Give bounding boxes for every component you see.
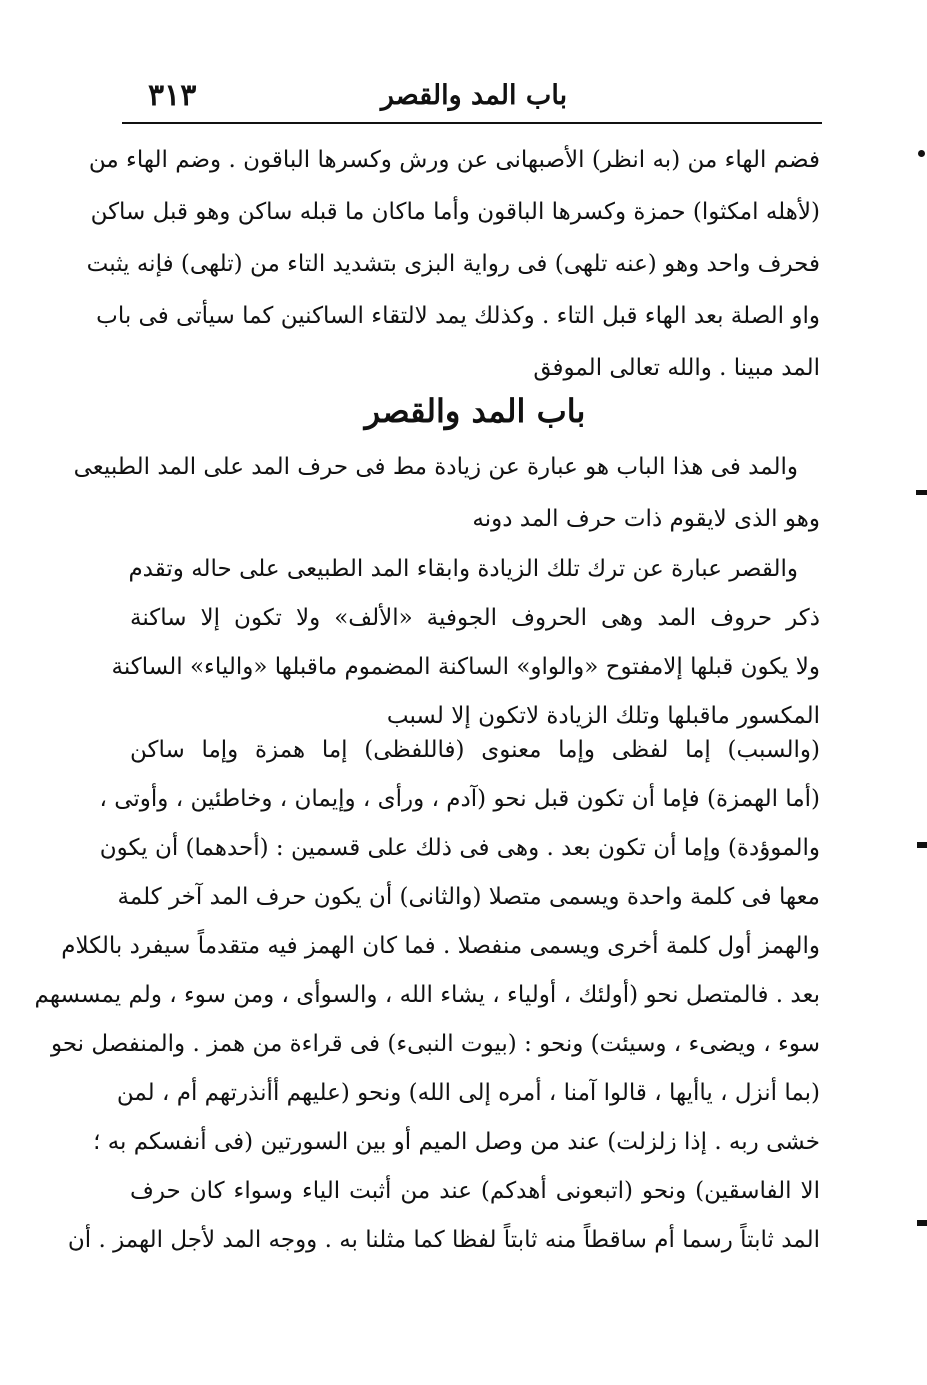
- text-line: سوء ، ويضىء ، وسيئت) ونحو : (بيوت النبىء) فى قراءة من همز . والمنفصل نحو: [50, 1031, 820, 1057]
- text-line: ولا يكون قبلها إلامفتوح «والواو» الساكنة المضموم ماقبلها «والياء» الساكنة: [111, 654, 820, 680]
- text-line: الا الفاسقين) ونحو (اتبعونى أهدكم) عند من أثبت الياء وسواء كان حرف: [130, 1178, 820, 1204]
- section-heading: باب المد والقصر: [364, 392, 586, 430]
- text-line: فحرف واحد وهو (عنه تلهى) فى رواية البزى بتشديد التاء من (تلهى) فإنه يثبت: [86, 251, 820, 277]
- paragraph-madd-definition: [73, 441, 820, 545]
- text-line: المد مبينا . والله تعالى الموفق: [533, 355, 820, 381]
- page-number: ٣١٣: [148, 78, 197, 113]
- paragraph-qasr-definition: [111, 545, 820, 741]
- text-line: وهو الذى لايقوم ذات حرف المد دونه: [472, 506, 820, 532]
- margin-mark: [916, 490, 927, 495]
- margin-mark: [917, 1220, 927, 1226]
- text-line: بعد . فالمتصل نحو (أولئك ، أولياء ، يشاء الله ، والسوأى ، ومن سوء ، ولم يمسسهم: [34, 982, 820, 1008]
- text-line: والموؤدة) وإما أن تكون بعد . وهى فى ذلك على قسمين : (أحدهما) أن يكون: [99, 835, 820, 861]
- paragraph-sabab: [34, 726, 820, 1265]
- text-line: والمد فى هذا الباب هو عبارة عن زيادة مط فى حرف المد على المد الطبيعى: [73, 454, 798, 480]
- text-line: واو الصلة بعد الهاء قبل التاء . وكذلك يمد لالتقاء الساكنين كما سيأتى فى باب: [96, 303, 820, 329]
- text-line: (لأهله امكثوا) حمزة وكسرها الباقون وأما ماكان ما قبله ساكن وهو قبل ساكن: [90, 199, 820, 225]
- paragraph-continuation: [86, 134, 820, 394]
- header-rule: [122, 122, 822, 124]
- margin-mark: [917, 842, 927, 848]
- text-line: والقصر عبارة عن ترك تلك الزيادة وابقاء المد الطبيعى على حاله وتقدم: [128, 556, 798, 582]
- text-line: والهمز أول كلمة أخرى ويسمى منفصلا . فما كان الهمز فيه متقدماً سيفرد بالكلام: [61, 933, 820, 959]
- running-title: باب المد والقصر: [380, 80, 568, 111]
- text-line: (أما الهمزة) فإما أن تكون قبل نحو (آدم ، ورأى ، وإيمان ، وخاطئين ، وأوتى ،: [99, 786, 820, 812]
- running-header: [128, 72, 820, 122]
- margin-mark: [918, 150, 925, 157]
- text-line: (بما أنزل ، ياأيها ، قالوا آمنا ، أمره إلى الله) ونحو (عليهم أأنذرتهم أم ، لمن: [116, 1080, 820, 1106]
- text-line: معها فى كلمة واحدة ويسمى متصلا (والثانى) أن يكون حرف المد آخر كلمة: [117, 884, 820, 910]
- text-line: المكسور ماقبلها وتلك الزيادة لاتكون إلا لسبب: [386, 703, 820, 729]
- text-line: (والسبب) إما لفظى وإما معنوى (فاللفظى) إما همزة وإما ساكن: [130, 737, 820, 763]
- text-line: المد ثابتاً رسما أم ساقطاً منه ثابتاً لفظا كما مثلنا به . ووجه المد لأجل الهمز . أن: [67, 1227, 820, 1253]
- text-line: ذكر حروف المد وهى الحروف الجوفية «الألف» ولا تكون إلا ساكنة: [130, 605, 820, 631]
- text-line: خشى ربه . إذا زلزلت) عند من وصل الميم أو بين السورتين (فى أنفسكم به ؛: [93, 1129, 820, 1155]
- text-line: فضم الهاء من (به انظر) الأصبهانى عن ورش وكسرها الباقون . وضم الهاء من: [88, 147, 820, 173]
